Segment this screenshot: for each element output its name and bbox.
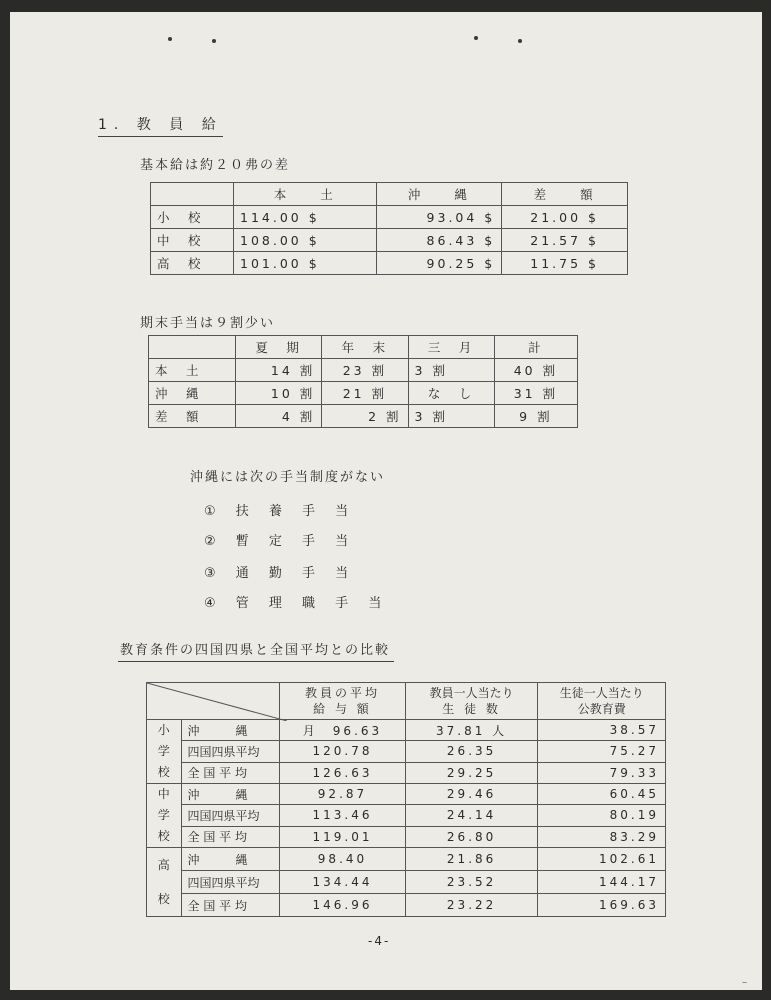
- cost-value: 79.33: [538, 762, 666, 783]
- row-name: 沖 縄: [181, 784, 280, 805]
- students-value: 26.35: [405, 741, 538, 762]
- diff-value: 11.75 $: [502, 252, 628, 275]
- mainland-value: 101.00 $: [234, 252, 377, 275]
- comparison-caption: 教育条件の四国四県と全国平均との比較: [118, 639, 394, 662]
- group-label-cell: [147, 848, 182, 917]
- salary-value: 119.01: [280, 826, 406, 847]
- yearend-value: 2 割: [322, 405, 408, 428]
- salary-value: 113.46: [280, 805, 406, 826]
- table-header-row: [149, 336, 578, 359]
- header-cell: 本 土: [234, 183, 377, 206]
- row-name: 全 国 平 均: [181, 826, 280, 847]
- header-line: 教員の平均: [304, 686, 380, 700]
- total-value: 31 割: [494, 382, 577, 405]
- header-cell: [405, 683, 538, 720]
- cost-value: 144.17: [538, 871, 666, 894]
- page-number: -4-: [368, 934, 391, 948]
- salary-value: 98.40: [280, 848, 406, 871]
- table-row: [147, 741, 666, 762]
- salary-value: 134.44: [280, 871, 406, 894]
- header-cell: 差 額: [502, 183, 628, 206]
- mainland-value: 108.00 $: [234, 229, 377, 252]
- salary-value: 146.96: [280, 894, 406, 917]
- yearend-value: 23 割: [322, 359, 408, 382]
- header-line: 生 徒 数: [442, 702, 501, 716]
- table-row: [147, 848, 666, 871]
- section-title: 1. 教 員 給: [98, 114, 223, 137]
- students-value: 21.86: [405, 848, 538, 871]
- march-value: 3 割: [408, 359, 494, 382]
- document-page: [10, 12, 762, 990]
- table-row: [147, 805, 666, 826]
- students-value: 24.14: [405, 805, 538, 826]
- mainland-value: 114.00 $: [234, 206, 377, 229]
- table-row: [149, 359, 578, 382]
- salary-value: 月 96.63: [280, 720, 406, 741]
- table-row: [151, 229, 628, 252]
- salary-value: 126.63: [280, 762, 406, 783]
- punch-hole: [212, 39, 216, 43]
- header-cell: 三 月: [408, 336, 494, 359]
- summer-value: 4 割: [236, 405, 322, 428]
- table-row: [147, 720, 666, 741]
- bonus-table: [148, 335, 578, 428]
- okinawa-value: 93.04 $: [376, 206, 502, 229]
- allowance-item: ③ 通 勤 手 当: [204, 566, 357, 581]
- header-cell: [149, 336, 236, 359]
- row-label: 中 校: [151, 229, 234, 252]
- cost-value: 80.19: [538, 805, 666, 826]
- cost-value: 169.63: [538, 894, 666, 917]
- students-value: 29.46: [405, 784, 538, 805]
- allowances-caption: 沖縄には次の手当制度がない: [190, 470, 386, 485]
- punch-hole: [518, 39, 522, 43]
- header-cell: 沖 縄: [376, 183, 502, 206]
- row-name: 四国四県平均: [181, 741, 280, 762]
- base-salary-caption: 基本給は約２０弗の差: [140, 158, 291, 173]
- header-line: 給 与 額: [313, 702, 372, 716]
- bonus-caption: 期末手当は９割少い: [140, 316, 276, 331]
- total-value: 9 割: [494, 405, 577, 428]
- corner-mark: ｰ: [742, 978, 747, 989]
- salary-value: 120.78: [280, 741, 406, 762]
- row-label: 本 土: [149, 359, 236, 382]
- header-cell: [538, 683, 666, 720]
- row-label: 高 校: [151, 252, 234, 275]
- comparison-table: [146, 682, 666, 917]
- table-row: [149, 382, 578, 405]
- students-value: 26.80: [405, 826, 538, 847]
- row-label: 小 校: [151, 206, 234, 229]
- summer-value: 10 割: [236, 382, 322, 405]
- students-value: 37.81 人: [405, 720, 538, 741]
- row-name: 全 国 平 均: [181, 762, 280, 783]
- row-label: 差 額: [149, 405, 236, 428]
- table-row: [149, 405, 578, 428]
- cost-value: 83.29: [538, 826, 666, 847]
- table-header-row: [147, 683, 666, 720]
- allowance-item: ④ 管 理 職 手 当: [204, 596, 390, 611]
- table-header-row: [151, 183, 628, 206]
- march-value: 3 割: [408, 405, 494, 428]
- row-name: 全 国 平 均: [181, 894, 280, 917]
- group-label: 小学校: [157, 723, 170, 779]
- row-name: 沖 縄: [181, 720, 280, 741]
- header-cell: 夏 期: [236, 336, 322, 359]
- header-cell: 年 末: [322, 336, 408, 359]
- group-label-cell: [147, 784, 182, 848]
- group-label: 中学校: [157, 787, 170, 843]
- punch-hole: [168, 37, 172, 41]
- table-row: [151, 252, 628, 275]
- table-row: [147, 871, 666, 894]
- header-cell: 計: [494, 336, 577, 359]
- diagonal-line: [147, 683, 287, 721]
- diff-value: 21.00 $: [502, 206, 628, 229]
- cost-value: 102.61: [538, 848, 666, 871]
- base-salary-table: [150, 182, 628, 275]
- table-row: [147, 762, 666, 783]
- table-row: [147, 826, 666, 847]
- okinawa-value: 86.43 $: [376, 229, 502, 252]
- cost-value: 75.27: [538, 741, 666, 762]
- header-cell: [280, 683, 406, 720]
- cost-value: 60.45: [538, 784, 666, 805]
- group-label-cell: [147, 720, 182, 784]
- row-label: 沖 縄: [149, 382, 236, 405]
- yearend-value: 21 割: [322, 382, 408, 405]
- allowance-item: ② 暫 定 手 当: [204, 534, 357, 549]
- row-name: 四国四県平均: [181, 871, 280, 894]
- march-value: な し: [408, 382, 494, 405]
- header-cell: [151, 183, 234, 206]
- salary-value: 92.87: [280, 784, 406, 805]
- punch-hole: [474, 36, 478, 40]
- students-value: 29.25: [405, 762, 538, 783]
- table-row: [151, 206, 628, 229]
- header-line: 公教育費: [577, 702, 626, 716]
- header-line: 教員一人当たり: [429, 686, 514, 700]
- diagonal-header-cell: [147, 683, 280, 720]
- group-label: 高校: [157, 858, 170, 906]
- total-value: 40 割: [494, 359, 577, 382]
- students-value: 23.22: [405, 894, 538, 917]
- row-name: 沖 縄: [181, 848, 280, 871]
- diff-value: 21.57 $: [502, 229, 628, 252]
- summer-value: 14 割: [236, 359, 322, 382]
- table-row: [147, 894, 666, 917]
- students-value: 23.52: [405, 871, 538, 894]
- allowance-item: ① 扶 養 手 当: [204, 504, 357, 519]
- row-name: 四国四県平均: [181, 805, 280, 826]
- header-line: 生徒一人当たり: [559, 686, 644, 700]
- table-row: [147, 784, 666, 805]
- cost-value: 38.57: [538, 720, 666, 741]
- okinawa-value: 90.25 $: [376, 252, 502, 275]
